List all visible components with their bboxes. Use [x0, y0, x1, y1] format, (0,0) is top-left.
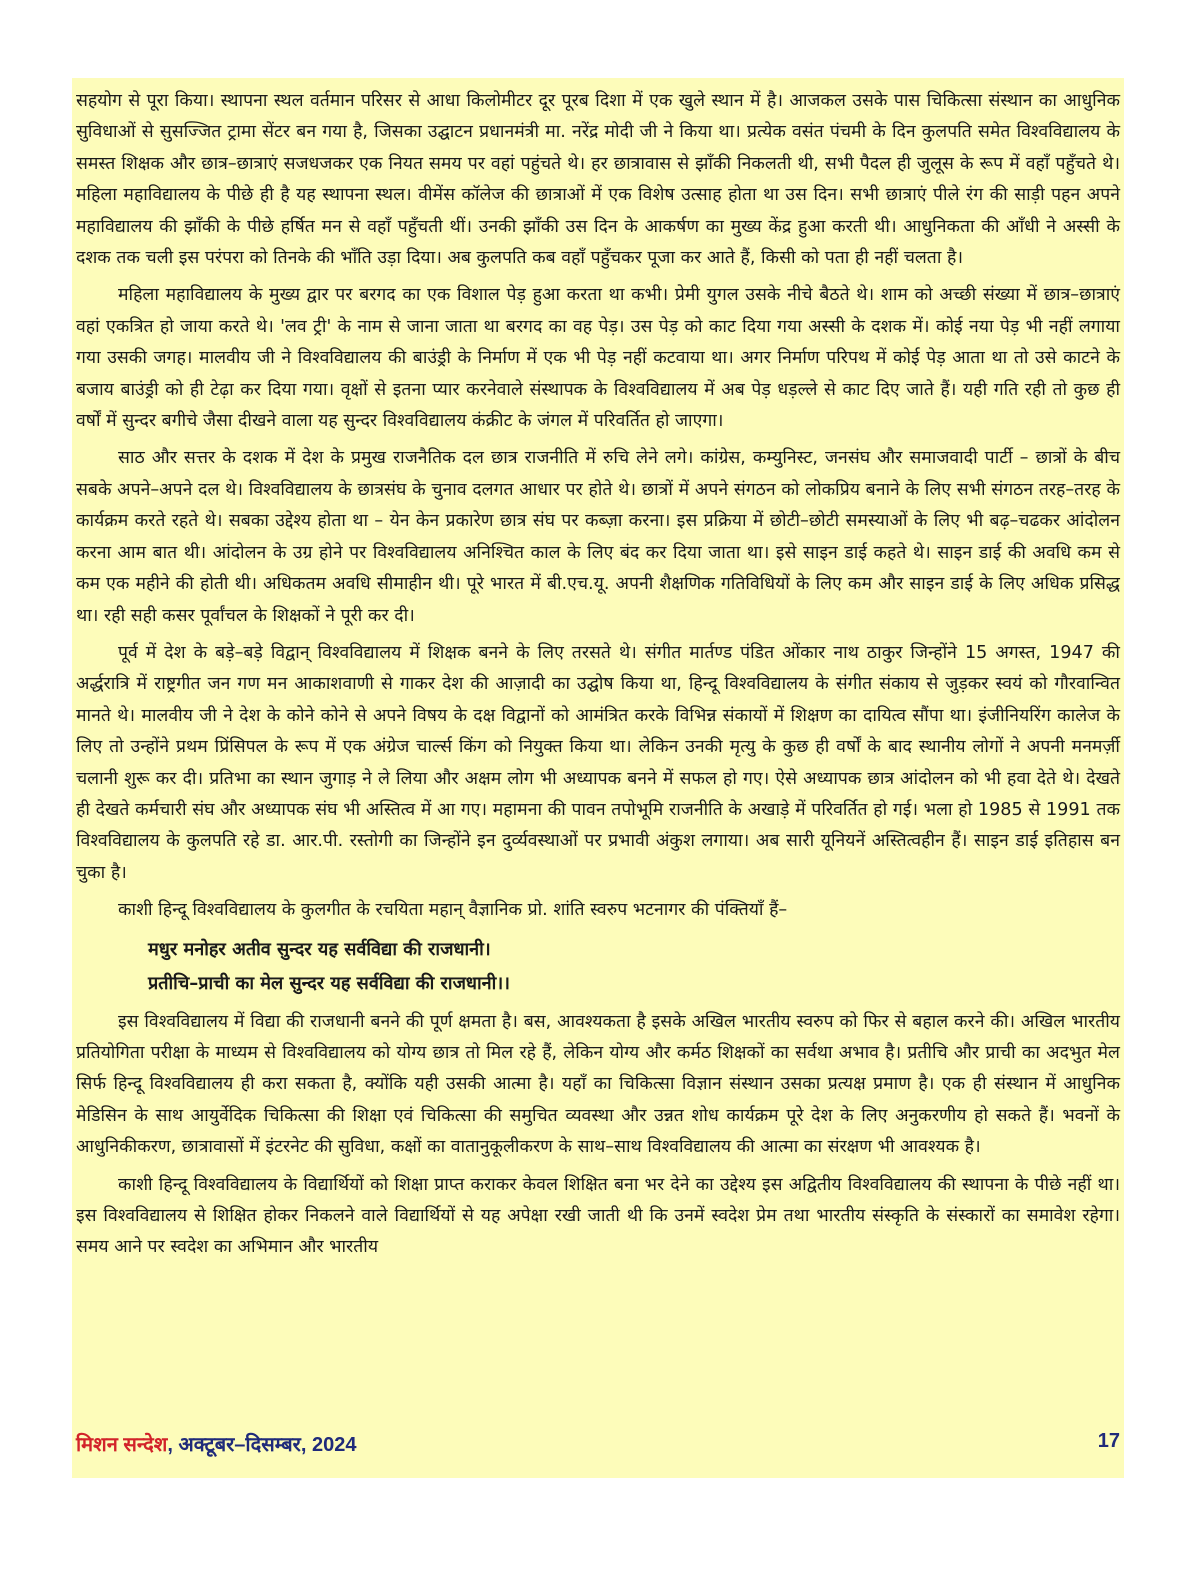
page-number: 17 [1097, 1430, 1120, 1452]
paragraph-5: काशी हिन्दू विश्वविद्यालय के कुलगीत के रचयिता महान् वैज्ञानिक प्रो. शांति स्वरुप भटनागर की पंक्तियाँ हैं– [118, 900, 788, 921]
magazine-name: मिशन सन्देश [76, 1434, 168, 1456]
kulgeet-verse [76, 933, 1120, 1001]
verse-line-2: प्रतीचि–प्राची का मेल सुन्दर यह सर्वविद्या की राजधानी।। [148, 972, 510, 994]
paragraph-1: सहयोग से पूरा किया। स्थापना स्थल वर्तमान परिसर से आधा किलोमीटर दूर पूरब दिशा में एक खुले स्थान में है। आजकल उसके पास चिकित्सा संस्थान का आधुनिक सुविधाओं से सुसज्जित ट्रामा सेंटर बन गया है, जिसका उद्घाटन प्रधानमंत्री मा. नरेंद्र मोदी जी ने किया था। प्रत्येक वसंत पंचमी के दिन कुलपति समेत विश्वविद्यालय के समस्त शिक्षक और छात्र–छात्राएं सजधजकर एक नियत समय पर वहां पहुंचते थे। हर छात्रावास से झाँकी निकलती थी, सभी पैदल ही जुलूस के रूप में वहाँ पहुँचते थे। महिला महाविद्यालय के पीछे ही है यह स्थापना स्थल। वीमेंस कॉलेज की छात्राओं में एक विशेष उत्साह होता था उस दिन। सभी छात्राएं पीले रंग की साड़ी पहन अपने महाविद्यालय की झाँकी के पीछे हर्षित मन से वहाँ पहुँचती थीं। उनकी झाँकी उस दिन के आकर्षण का मुख्य केंद्र हुआ करती थी। आधुनिकता की आँधी ने अस्सी के दशक तक चली इस परंपरा को तिनके की भाँति उड़ा दिया। अब कुलपति कब वहाँ पहुँचकर पूजा कर आते हैं, किसी को पता ही नहीं चलता है। [76, 91, 1120, 269]
page-footer [76, 1430, 1120, 1462]
paragraph-7: काशी हिन्दू विश्वविद्यालय के विद्यार्थियों को शिक्षा प्राप्त कराकर केवल शिक्षित बना भर देने का उद्देश्य इस अद्वितीय विश्वविद्यालय की स्थापना के पीछे नहीं था। इस विश्वविद्यालय से शिक्षित होकर निकलने वाले विद्यार्थियों से यह अपेक्षा रखी जाती थी कि उनमें स्वदेश प्रेम तथा भारतीय संस्कृति के संस्कारों का समावेश रहेगा। समय आने पर स्वदेश का अभिमान और भारतीय [76, 1174, 1120, 1258]
verse-line-1: मधुर मनोहर अतीव सुन्दर यह सर्वविद्या की राजधानी। [148, 938, 491, 960]
issue-date: , अक्टूबर–दिसम्बर, 2024 [167, 1434, 357, 1456]
article-body [76, 86, 1120, 1270]
paragraph-6: इस विश्वविद्यालय में विद्या की राजधानी बनने की पूर्ण क्षमता है। बस, आवश्यकता है इसके अखिल भारतीय स्वरुप को फिर से बहाल करने की। अखिल भारतीय प्रतियोगिता परीक्षा के माध्यम से विश्वविद्यालय को योग्य छात्र तो मिल रहे हैं, लेकिन योग्य और कर्मठ शिक्षकों का सर्वथा अभाव है। प्रतीचि और प्राची का अदभुत मेल सिर्फ हिन्दू विश्वविद्यालय ही करा सकता है, क्योंकि यही उसकी आत्मा है। यहाँ का चिकित्सा विज्ञान संस्थान उसका प्रत्यक्ष प्रमाण है। एक ही संस्थान में आधुनिक मेडिसिन के साथ आयुर्वेदिक चिकित्सा की शिक्षा एवं चिकित्सा की समुचित व्यवस्था और उन्नत शोध कार्यक्रम पूरे देश के लिए अनुकरणीय हो सकते हैं। भवनों के आधुनिकीकरण, छात्रावासों में इंटरनेट की सुविधा, कक्षों का वातानुकूलीकरण के साथ–साथ विश्वविद्यालय की आत्मा का संरक्षण भी आवश्यक है। [76, 1011, 1120, 1158]
paragraph-4: पूर्व में देश के बड़े–बड़े विद्वान् विश्वविद्यालय में शिक्षक बनने के लिए तरसते थे। संगीत मार्तण्ड पंडित ओंकार नाथ ठाकुर जिन्होंने 15 अगस्त, 1947 की अर्द्धरात्रि में राष्ट्रगीत जन गण मन आकाशवाणी से गाकर देश की आज़ादी का उद्घोष किया था, हिन्दू विश्वविद्यालय के संगीत संकाय से जुड़कर स्वयं को गौरवान्वित मानते थे। मालवीय जी ने देश के कोने कोने से अपने विषय के दक्ष विद्वानों को आमंत्रित करके विभिन्न संकायों में शिक्षण का दायित्व सौंपा था। इंजीनियरिंग कालेज के लिए तो उन्होंने प्रथम प्रिंसिपल के रूप में एक अंग्रेज चार्ल्स किंग को नियुक्त किया था। लेकिन उनकी मृत्यु के कुछ ही वर्षों के बाद स्थानीय लोगों ने अपनी मनमर्ज़ी चलानी शुरू कर दी। प्रतिभा का स्थान जुगाड़ ने ले लिया और अक्षम लोग भी अध्यापक बनने में सफल हो गए। ऐसे अध्यापक छात्र आंदोलन को भी हवा देते थे। देखते ही देखते कर्मचारी संघ और अध्यापक संघ भी अस्तित्व में आ गए। महामना की पावन तपोभूमि राजनीति के अखाड़े में परिवर्तित हो गई। भला हो 1985 से 1991 तक विश्वविद्यालय के कुलपति रहे डा. आर.पी. रस्तोगी का जिन्होंने इन दुर्व्यवस्थाओं पर प्रभावी अंकुश लगाया। अब सारी यूनियनें अस्तित्वहीन हैं। साइन डाई इतिहास बन चुका है। [76, 642, 1120, 883]
paragraph-3: साठ और सत्तर के दशक में देश के प्रमुख राजनैतिक दल छात्र राजनीति में रुचि लेने लगे। कांग्रेस, कम्युनिस्ट, जनसंघ और समाजवादी पार्टी – छात्रों के बीच सबके अपने–अपने दल थे। विश्वविद्यालय के छात्रसंघ के चुनाव दलगत आधार पर होते थे। छात्रों में अपने संगठन को लोकप्रिय बनाने के लिए सभी संगठन तरह–तरह के कार्यक्रम करते रहते थे। सबका उद्देश्य होता था – येन केन प्रकारेण छात्र संघ पर कब्ज़ा करना। इस प्रक्रिया में छोटी–छोटी समस्याओं के लिए भी बढ़–चढकर आंदोलन करना आम बात थी। आंदोलन के उग्र होने पर विश्वविद्यालय अनिश्चित काल के लिए बंद कर दिया जाता था। इसे साइन डाई कहते थे। साइन डाई की अवधि कम से कम एक महीने की होती थी। अधिकतम अवधि सीमाहीन थी। पूरे भारत में बी.एच.यू. अपनी शैक्षणिक गतिविधियों के लिए कम और साइन डाई के लिए अधिक प्रसिद्ध था। रही सही कसर पूर्वांचल के शिक्षकों ने पूरी कर दी। [76, 448, 1120, 626]
paragraph-2: महिला महाविद्यालय के मुख्य द्वार पर बरगद का एक विशाल पेड़ हुआ करता था कभी। प्रेमी युगल उसके नीचे बैठते थे। शाम को अच्छी संख्या में छात्र–छात्राएं वहां एकत्रित हो जाया करते थे। 'लव ट्री' के नाम से जाना जाता था बरगद का वह पेड़। उस पेड़ को काट दिया गया अस्सी के दशक में। कोई नया पेड़ भी नहीं लगाया गया उसकी जगह। मालवीय जी ने विश्वविद्यालय की बाउंड्री के निर्माण में एक भी पेड़ नहीं कटवाया था। अगर निर्माण परिपथ में कोई पेड़ आता था तो उसे काटने के बजाय बाउंड्री को ही टेढ़ा कर दिया गया। वृक्षों से इतना प्यार करनेवाले संस्थापक के विश्वविद्यालय में अब पेड़ धड़ल्ले से काट दिए जाते हैं। यही गति रही तो कुछ ही वर्षों में सुन्दर बगीचे जैसा दीखने वाला यह सुन्दर विश्वविद्यालय कंक्रीट के जंगल में परिवर्तित हो जाएगा। [76, 285, 1120, 432]
